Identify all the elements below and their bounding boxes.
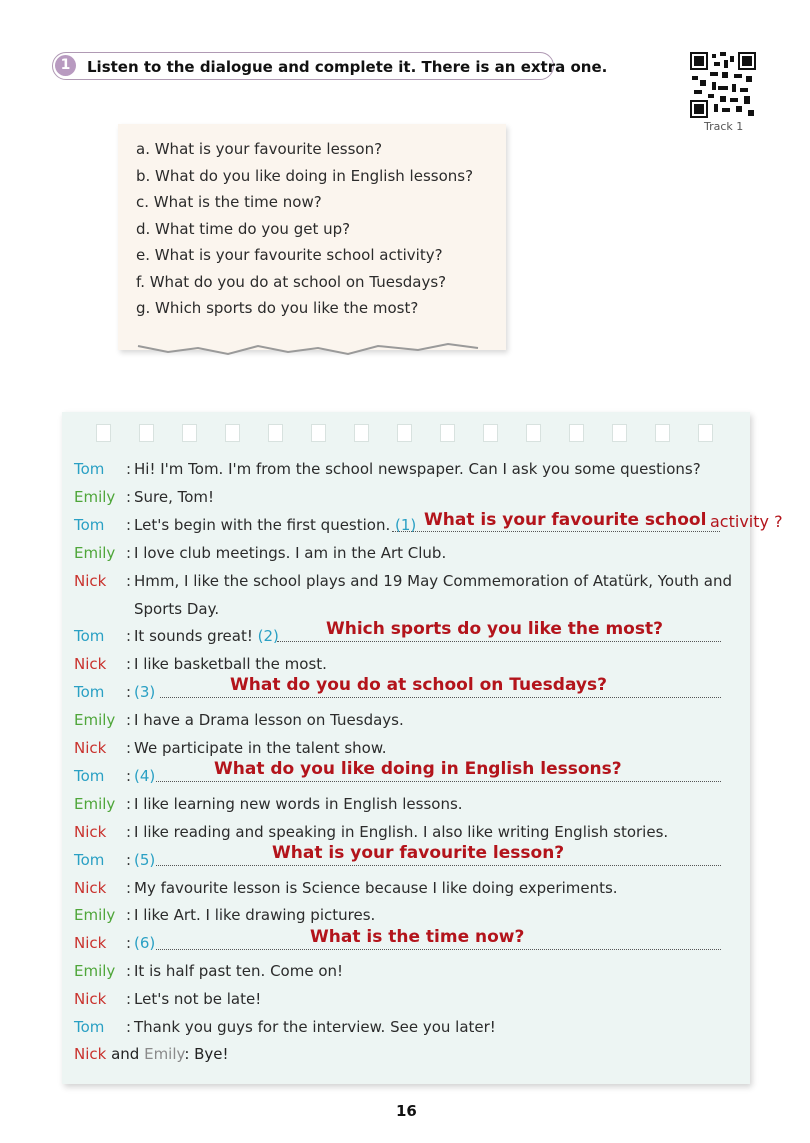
line-text: I like reading and speaking in English. I also like writing English stories.	[134, 822, 669, 841]
dialogue-row	[74, 1018, 734, 1040]
speaker-colon: :	[126, 906, 132, 925]
closing-line	[74, 1045, 229, 1063]
option-g: g. Which sports do you like the most?	[136, 299, 419, 317]
line-text: My favourite lesson is Science because I like doing experiments.	[134, 878, 618, 897]
dialogue-text	[134, 655, 327, 673]
dialogue-row	[74, 544, 734, 566]
speaker-emily: Emily	[74, 794, 116, 813]
line-text: It is half past ten. Come on!	[134, 962, 344, 981]
dialogue-text	[134, 711, 404, 729]
speaker-nick: Nick	[74, 822, 107, 841]
line-text: Sports Day.	[134, 599, 220, 618]
line-text: Let's begin with the first question.	[134, 515, 396, 534]
option-f: f. What do you do at school on Tuesdays?	[136, 272, 447, 291]
blank-line-2	[277, 641, 721, 642]
line-text: I love club meetings. I am in the Art Club.	[134, 543, 447, 562]
dialogue-text	[134, 823, 668, 841]
line-text: I like Art. I like drawing pictures.	[134, 906, 376, 925]
speaker-tom: Tom	[74, 683, 105, 702]
speaker-colon: :	[126, 794, 132, 813]
speaker-emily: Emily	[74, 906, 116, 925]
speaker-colon: :	[126, 515, 132, 534]
speaker-tom: Tom	[74, 627, 105, 646]
speaker-colon: :	[126, 711, 132, 730]
answer-6: What is the time now?	[310, 927, 525, 947]
speaker-colon: :	[126, 934, 132, 953]
speaker-colon: :	[126, 627, 132, 646]
speaker-colon: :	[126, 571, 132, 590]
speaker-colon: :	[126, 878, 132, 897]
blank-line-1	[392, 531, 720, 532]
instruction-text: Listen to the dialogue and complete it. There is an extra one.	[87, 58, 608, 76]
answer-2: Which sports do you like the most?	[326, 619, 663, 639]
blank-number[interactable]: (6)	[134, 934, 156, 953]
blank-number[interactable]: (5)	[134, 850, 156, 869]
dialogue-row	[74, 488, 734, 510]
dialogue-text	[134, 544, 446, 562]
line-text: Hmm, I like the school plays and 19 May Commemoration of Atatürk, Youth and	[134, 571, 732, 590]
speaker-emily: Emily	[74, 711, 116, 730]
page-number: 16	[396, 1102, 417, 1120]
option-e: e. What is your favourite school activity?	[136, 246, 443, 264]
speaker-tom: Tom	[74, 1018, 105, 1036]
instruction-banner	[52, 52, 608, 80]
speaker-tom: Tom	[74, 850, 105, 869]
speaker-colon: :	[126, 962, 132, 981]
answer-4: What do you like doing in English lessons?	[214, 759, 622, 779]
option-d: d. What time do you get up?	[136, 219, 351, 238]
speaker-emily: Emily	[74, 487, 116, 506]
speaker-colon: :	[126, 766, 132, 785]
line-text: I like basketball the most.	[134, 655, 327, 674]
dialogue-text	[134, 627, 279, 645]
dialogue-text	[134, 962, 343, 980]
speaker-colon: :	[126, 990, 132, 1009]
speaker-nick: Nick	[74, 739, 107, 757]
speaker-nick: Nick	[74, 934, 107, 953]
dialogue-row	[74, 572, 734, 594]
dialogue-text	[134, 488, 214, 506]
speaker-tom: Tom	[74, 766, 105, 785]
option-b: b. What do you like doing in English lessons?	[136, 166, 474, 185]
dialogue-row	[74, 823, 734, 845]
notebook-holes	[96, 424, 736, 444]
dialogue-row	[74, 460, 734, 482]
speaker-colon: :	[126, 850, 132, 869]
dialogue-text	[134, 934, 155, 952]
dialogue-text	[134, 572, 732, 590]
speaker-nick: Nick	[74, 1045, 107, 1063]
speaker-colon: :	[126, 543, 132, 562]
blank-line-3	[160, 697, 721, 698]
dialogue-text	[134, 739, 387, 757]
dialogue-text	[134, 460, 701, 478]
line-text: We participate in the talent show.	[134, 739, 387, 757]
speaker-tom: Tom	[74, 460, 105, 478]
speaker-nick: Nick	[74, 655, 107, 674]
line-text: I like learning new words in English lessons.	[134, 794, 463, 813]
line-text: I have a Drama lesson on Tuesdays.	[134, 711, 404, 730]
dialogue-text	[134, 1018, 496, 1036]
exercise-number: 1	[55, 55, 76, 76]
speaker-nick: Nick	[74, 878, 107, 897]
dialogue-text	[134, 851, 155, 869]
torn-edge	[118, 334, 506, 360]
speaker-emily: Emily	[144, 1045, 185, 1063]
dialogue-text	[134, 879, 618, 897]
blank-line-6	[156, 949, 721, 950]
blank-number[interactable]: (4)	[134, 766, 156, 785]
dialogue-text	[134, 683, 155, 701]
speaker-tom: Tom	[74, 515, 105, 534]
speaker-nick: Nick	[74, 571, 107, 590]
speaker-colon: :	[126, 822, 132, 841]
dialogue-text	[134, 906, 375, 924]
speaker-colon: :	[126, 1018, 132, 1036]
blank-line-4	[156, 781, 721, 782]
speaker-emily: Emily	[74, 543, 116, 562]
blank-line-5	[156, 865, 721, 866]
speaker-colon: :	[126, 460, 132, 478]
dialogue-row	[74, 711, 734, 733]
line-text: Sure, Tom!	[134, 487, 215, 506]
options-list	[136, 136, 473, 322]
option-a: a. What is your favourite lesson?	[136, 140, 383, 158]
speaker-nick: Nick	[74, 990, 107, 1009]
closing-and: and	[106, 1045, 145, 1063]
dialogue-text	[134, 600, 219, 618]
dialogue-row	[74, 962, 734, 984]
blank-number[interactable]: (2)	[257, 627, 279, 646]
speaker-emily: Emily	[74, 962, 116, 981]
dialogue-row	[74, 795, 734, 817]
dialogue-row	[74, 906, 734, 928]
speaker-colon: :	[126, 683, 132, 702]
speaker-colon: :	[126, 487, 132, 506]
dialogue-row	[74, 739, 734, 761]
dialogue-row	[74, 655, 734, 677]
answer-1: What is your favourite school	[424, 510, 707, 530]
dialogue-row	[74, 879, 734, 901]
closing-text: : Bye!	[184, 1045, 229, 1063]
line-text: Hi! I'm Tom. I'm from the school newspaper. Can I ask you some questions?	[134, 460, 701, 478]
answer-5: What is your favourite lesson?	[272, 843, 565, 863]
speaker-colon: :	[126, 739, 132, 757]
track-label: Track 1	[704, 120, 744, 133]
dialogue-text	[134, 795, 463, 813]
dialogue-text	[134, 767, 155, 785]
blank-number[interactable]: (3)	[134, 683, 156, 702]
answer-1-extra: activity ?	[710, 512, 783, 531]
dialogue-text	[134, 990, 261, 1008]
dialogue-text	[134, 516, 416, 534]
line-text: Let's not be late!	[134, 990, 262, 1009]
line-text: It sounds great!	[134, 627, 258, 646]
option-c: c. What is the time now?	[136, 193, 322, 211]
line-text: Thank you guys for the interview. See you later!	[134, 1018, 496, 1036]
qr-code-icon[interactable]	[690, 52, 756, 118]
answer-3: What do you do at school on Tuesdays?	[230, 675, 607, 695]
speaker-colon: :	[126, 655, 132, 674]
blank-number[interactable]: (1)	[395, 515, 417, 534]
dialogue-row	[74, 990, 734, 1012]
